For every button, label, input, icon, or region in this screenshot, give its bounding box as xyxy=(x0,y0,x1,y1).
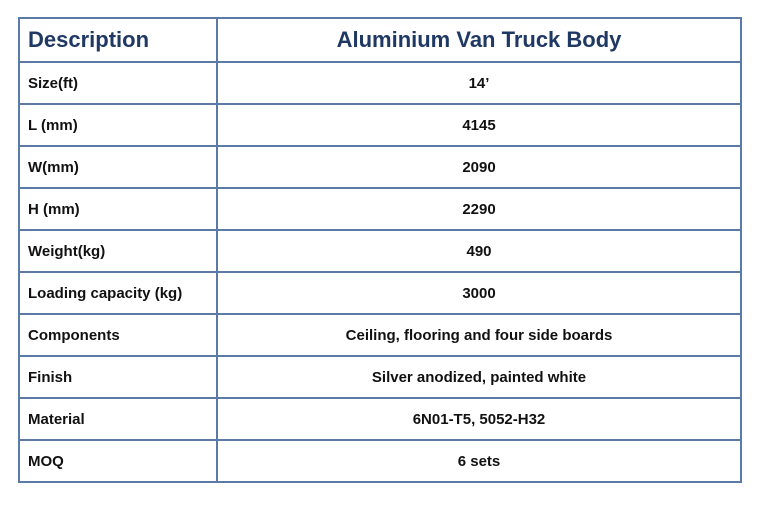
table-row xyxy=(19,188,741,230)
row-label: Material xyxy=(19,398,217,440)
table-row xyxy=(19,314,741,356)
header-row xyxy=(19,18,741,62)
header-product: Aluminium Van Truck Body xyxy=(217,18,741,62)
table-row xyxy=(19,146,741,188)
table-row xyxy=(19,356,741,398)
row-label: Weight(kg) xyxy=(19,230,217,272)
table-row xyxy=(19,62,741,104)
table-row xyxy=(19,440,741,482)
row-label: L (mm) xyxy=(19,104,217,146)
row-label: Size(ft) xyxy=(19,62,217,104)
row-value: 2290 xyxy=(217,188,741,230)
row-label: Components xyxy=(19,314,217,356)
table-row xyxy=(19,104,741,146)
row-value: 6 sets xyxy=(217,440,741,482)
row-label: H (mm) xyxy=(19,188,217,230)
row-value: 14’ xyxy=(217,62,741,104)
row-label: MOQ xyxy=(19,440,217,482)
row-value: 490 xyxy=(217,230,741,272)
header-description: Description xyxy=(19,18,217,62)
table-row xyxy=(19,398,741,440)
row-label: Finish xyxy=(19,356,217,398)
row-value: Ceiling, flooring and four side boards xyxy=(217,314,741,356)
row-value: 6N01-T5, 5052-H32 xyxy=(217,398,741,440)
row-label: W(mm) xyxy=(19,146,217,188)
row-value: 3000 xyxy=(217,272,741,314)
table-row xyxy=(19,272,741,314)
row-value: 2090 xyxy=(217,146,741,188)
row-label: Loading capacity (kg) xyxy=(19,272,217,314)
row-value: 4145 xyxy=(217,104,741,146)
row-value: Silver anodized, painted white xyxy=(217,356,741,398)
table-row xyxy=(19,230,741,272)
spec-table xyxy=(18,17,742,483)
